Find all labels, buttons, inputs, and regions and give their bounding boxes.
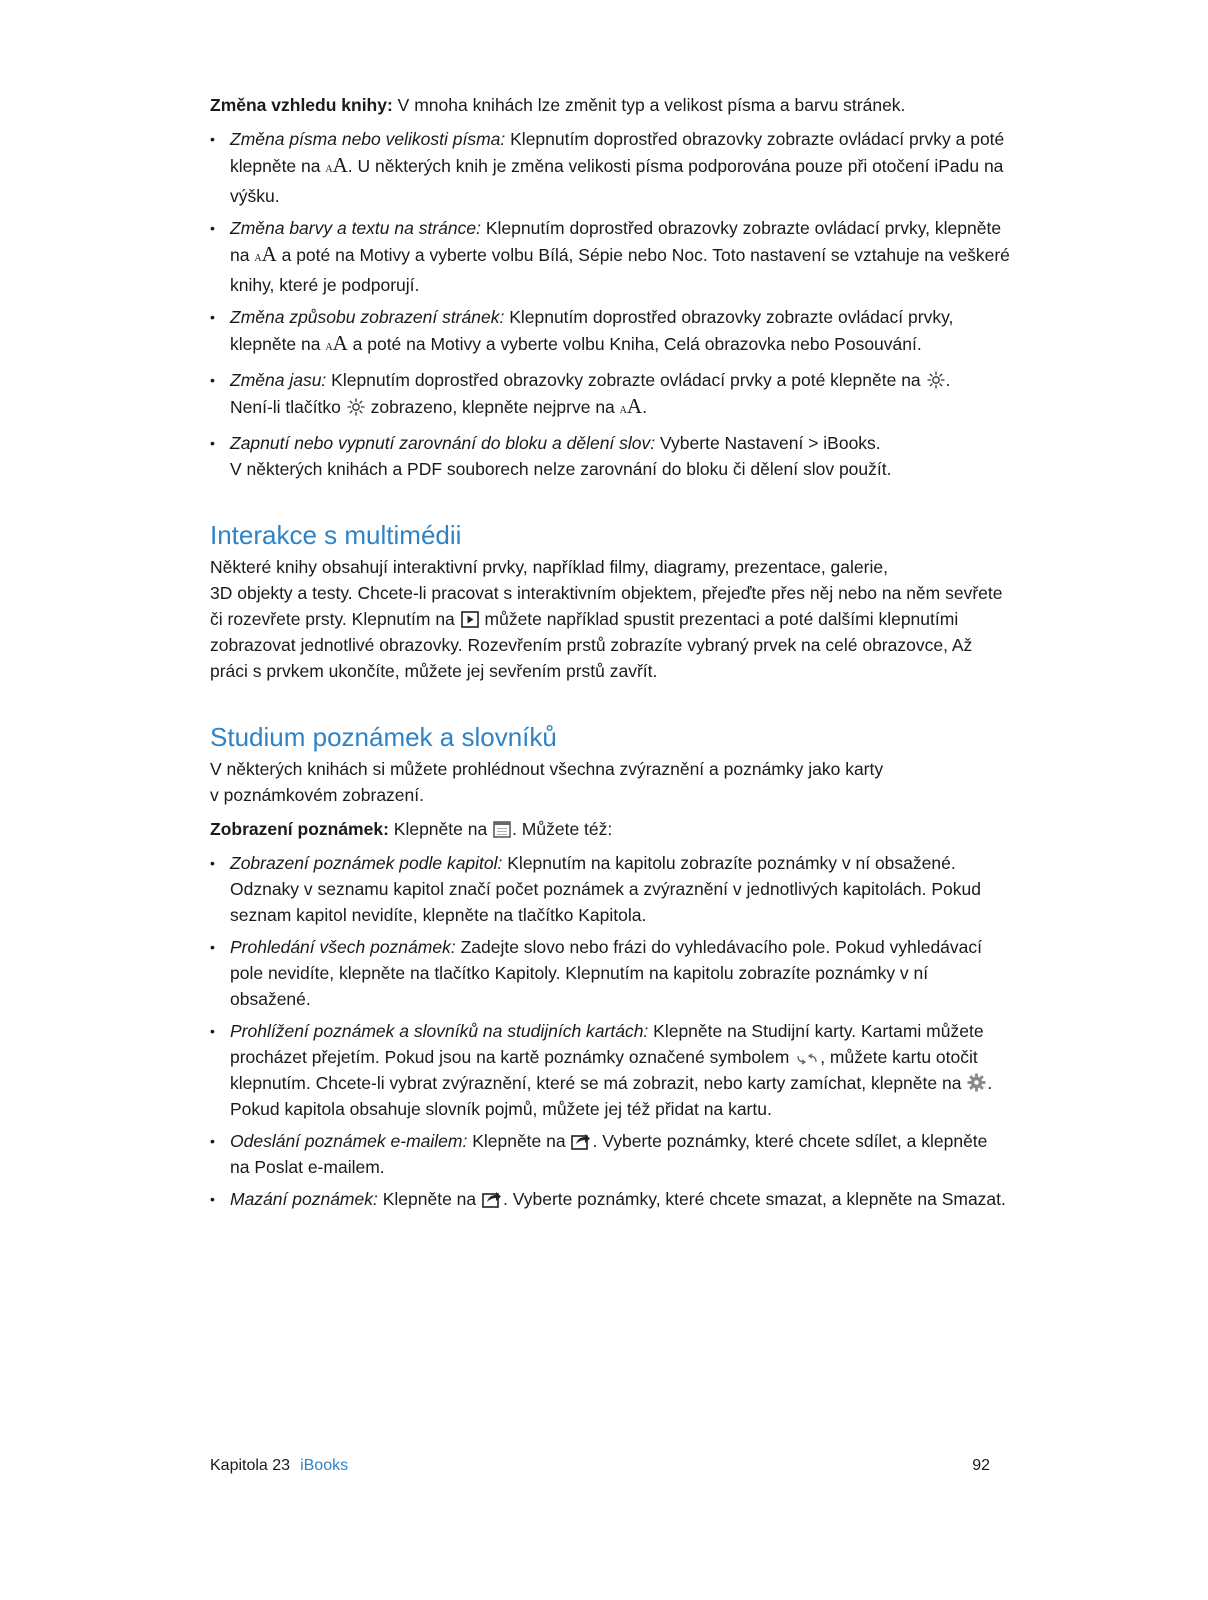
font-size-icon: AA [254, 242, 277, 266]
lead-label: Zobrazení poznámek: [210, 819, 389, 839]
notes-icon [493, 821, 511, 838]
page-content [210, 92, 1010, 1218]
appearance-list [210, 126, 1010, 482]
play-icon [461, 611, 479, 628]
section-heading: Interakce s multimédii [210, 520, 462, 550]
font-size-icon: AA [619, 394, 643, 418]
flip-icon [795, 1052, 819, 1066]
list-item: • Změna barvy a textu na stránce: Klepnutím doprostřed obrazovky zobrazte ovládací prvky, klepněte na AA a poté na Motivy a vyberte volbu Bílá, Sépie nebo Noc. Toto nastavení se vztahuje na veškeré knihy, které je podporují. [210, 218, 1010, 295]
brightness-icon [927, 371, 945, 389]
section-paragraph: Některé knihy obsahují interaktivní prvky, například filmy, diagramy, prezentace, galerie, 3D objekty a testy. Chcete-li pracovat s interaktivním objektem, přejeďte přes něj nebo na něm sevřete či rozevřete prsty. Klepnutím na můžete například spustit prezentaci a poté dalšími klepnutími zobrazovat jednotlivé obrazovky. Rozevřením prstů zobrazíte vybraný prvek na celé obrazovce, Až práci s prvkem ukončíte, můžete jej sevřením prstů zavřít. [210, 557, 1003, 681]
gear-icon [967, 1073, 986, 1092]
list-item: • Zapnutí nebo vypnutí zarovnání do bloku a dělení slov: Vyberte Nastavení > iBooks. V některých knihách a PDF souborech nelze zarovnání do bloku či dělení slov použít. [210, 433, 892, 479]
footer-chapter: Kapitola 23 [210, 1457, 291, 1474]
font-size-icon: AA [325, 331, 348, 355]
page-footer [210, 1455, 990, 1477]
list-item: • Prohledání všech poznámek: Zadejte slovo nebo frázi do vyhledávacího pole. Pokud vyhledávací pole nevidíte, klepněte na tlačítko Kapitoly. Klepnutím na kapitolu zobrazíte poznámky v ní obsažené. [210, 937, 983, 1009]
section-lead: Zobrazení poznámek: Klepněte na . Můžete též: [210, 819, 613, 839]
font-size-icon: AA [325, 153, 348, 177]
list-item: • Mazání poznámek: Klepněte na . Vyberte poznámky, které chcete smazat, a klepněte na Smazat. [210, 1189, 1006, 1209]
list-item: • Prohlížení poznámek a slovníků na studijních kartách: Klepněte na Studijní karty. Kartami můžete procházet přejetím. Pokud jsou na kartě poznámky označené symbolem , můžete kartu otočit klepnutím. Chcete-li vybrat zvýraznění, které se má zobrazit, nebo karty zamíchat, klepněte na . Pokud kapitola obsahuje slovník pojmů, můžete jej též přidat na kartu. [210, 1021, 993, 1119]
list-item: • Zobrazení poznámek podle kapitol: Klepnutím na kapitolu zobrazíte poznámky v ní obsažené. Odznaky v seznamu kapitol značí počet poznámek a zvýraznění v jednotlivých kapitolách. Pokud seznam kapitol nevidíte, klepněte na tlačítko Kapitola. [210, 853, 981, 925]
notes-list [210, 850, 1010, 1212]
footer-chapter-name: iBooks [300, 1457, 349, 1474]
page-number: 92 [972, 1457, 990, 1474]
section-heading: Studium poznámek a slovníků [210, 722, 557, 752]
section-paragraph: V některých knihách si můžete prohlédnout všechna zvýraznění a poznámky jako karty v poznámkovém zobrazení. [210, 759, 884, 805]
section-lead: Změna vzhledu knihy: V mnoha knihách lze změnit typ a velikost písma a barvu stránek. [210, 95, 906, 115]
list-item: • Změna jasu: Klepnutím doprostřed obrazovky zobrazte ovládací prvky a poté klepněte na . Není-li tlačítko zobrazeno, klepněte nejprve na AA. [210, 370, 951, 418]
lead-label: Změna vzhledu knihy: [210, 95, 393, 115]
list-item: • Odeslání poznámek e-mailem: Klepněte na . Vyberte poznámky, které chcete sdílet, a klepněte na Poslat e-mailem. [210, 1131, 988, 1177]
share-icon [482, 1190, 502, 1208]
list-item: • Změna způsobu zobrazení stránek: Klepnutím doprostřed obrazovky zobrazte ovládací prvky, klepněte na AA a poté na Motivy a vyberte volbu Kniha, Celá obrazovka nebo Posouvání. [210, 307, 954, 355]
brightness-icon [347, 398, 365, 416]
list-item: • Změna písma nebo velikosti písma: Klepnutím doprostřed obrazovky zobrazte ovládací prvky a poté klepněte na AA. U některých knih je změna velikosti písma podporována pouze při otočení iPadu na výšku. [210, 129, 1005, 206]
share-icon [571, 1132, 591, 1150]
